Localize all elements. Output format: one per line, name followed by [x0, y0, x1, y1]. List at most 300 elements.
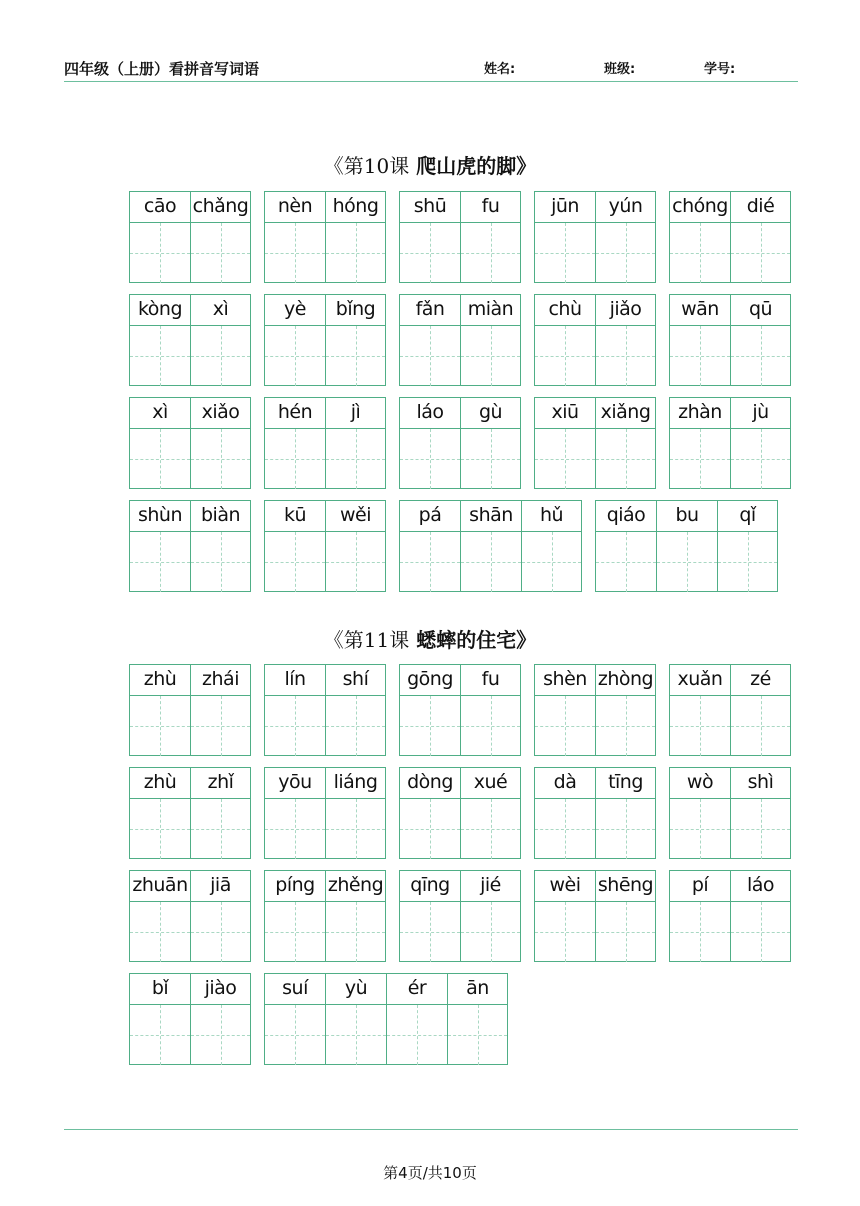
guide-line-horizontal: [265, 1035, 325, 1036]
guide-line-horizontal: [670, 253, 730, 254]
writing-box[interactable]: [596, 429, 655, 489]
character-cell[interactable]: [264, 973, 326, 1065]
guide-line-horizontal: [596, 829, 655, 830]
character-cell[interactable]: [325, 870, 386, 962]
character-cell[interactable]: [595, 191, 656, 283]
writing-box[interactable]: [731, 429, 790, 489]
pinyin-label: fu: [461, 192, 520, 223]
writing-box[interactable]: [130, 532, 190, 592]
writing-box[interactable]: [191, 1005, 250, 1065]
pinyin-label: yè: [265, 295, 325, 326]
word-group: [534, 870, 656, 962]
writing-box[interactable]: [400, 429, 460, 489]
character-cell[interactable]: [730, 664, 791, 756]
character-cell[interactable]: [595, 397, 656, 489]
character-cell[interactable]: [190, 664, 251, 756]
guide-line-horizontal: [191, 932, 250, 933]
writing-box[interactable]: [326, 326, 385, 386]
writing-box[interactable]: [130, 799, 190, 859]
character-cell[interactable]: [669, 870, 731, 962]
writing-box[interactable]: [535, 902, 595, 962]
character-cell[interactable]: [669, 767, 731, 859]
guide-line-horizontal: [400, 459, 460, 460]
worksheet-title: 四年级（上册）看拼音写词语: [64, 60, 260, 78]
character-cell[interactable]: [595, 500, 657, 592]
character-cell[interactable]: [656, 500, 718, 592]
writing-box[interactable]: [731, 696, 790, 756]
writing-box[interactable]: [400, 696, 460, 756]
pinyin-label: zhái: [191, 665, 250, 696]
character-cell[interactable]: [730, 767, 791, 859]
character-cell[interactable]: [534, 767, 596, 859]
writing-box[interactable]: [191, 902, 250, 962]
guide-line-horizontal: [130, 253, 190, 254]
writing-box[interactable]: [191, 696, 250, 756]
guide-line-horizontal: [130, 829, 190, 830]
guide-line-horizontal: [596, 459, 655, 460]
word-group: [669, 664, 791, 756]
lesson-10-number: 《第10课: [323, 154, 410, 178]
writing-box[interactable]: [731, 902, 790, 962]
word-group: [399, 870, 521, 962]
writing-box[interactable]: [130, 902, 190, 962]
guide-line-horizontal: [326, 1035, 386, 1036]
guide-line-horizontal: [670, 459, 730, 460]
pinyin-label: ān: [448, 974, 507, 1005]
word-group: [264, 191, 386, 283]
word-group: [534, 294, 656, 386]
writing-box[interactable]: [326, 429, 385, 489]
writing-box[interactable]: [326, 223, 385, 283]
guide-line-horizontal: [535, 253, 595, 254]
guide-line-horizontal: [448, 1035, 507, 1036]
pinyin-label: wò: [670, 768, 730, 799]
character-cell[interactable]: [190, 294, 251, 386]
header-divider: [64, 81, 798, 82]
guide-line-horizontal: [265, 726, 325, 727]
word-group: [399, 397, 521, 489]
character-cell[interactable]: [129, 500, 191, 592]
pinyin-label: jiā: [191, 871, 250, 902]
pinyin-label: qiáo: [596, 501, 656, 532]
writing-box[interactable]: [596, 223, 655, 283]
pinyin-label: jì: [326, 398, 385, 429]
guide-line-horizontal: [265, 356, 325, 357]
pinyin-label: wěi: [326, 501, 385, 532]
writing-box[interactable]: [387, 1005, 447, 1065]
writing-box[interactable]: [461, 799, 520, 859]
word-group: [534, 767, 656, 859]
pinyin-label: zhuān: [130, 871, 190, 902]
writing-box[interactable]: [731, 326, 790, 386]
lesson-10-title: [0, 150, 860, 179]
character-cell[interactable]: [264, 191, 326, 283]
character-cell[interactable]: [669, 191, 731, 283]
pinyin-label: zhù: [130, 665, 190, 696]
guide-line-horizontal: [461, 253, 520, 254]
guide-line-horizontal: [191, 1035, 250, 1036]
writing-box[interactable]: [191, 429, 250, 489]
lesson-10-name: 爬山虎的脚》: [416, 154, 537, 178]
character-cell[interactable]: [129, 973, 191, 1065]
page-header: [64, 58, 798, 80]
writing-box[interactable]: [191, 532, 250, 592]
guide-line-horizontal: [731, 459, 790, 460]
writing-box[interactable]: [400, 326, 460, 386]
character-cell[interactable]: [730, 870, 791, 962]
word-group: [534, 191, 656, 283]
pinyin-label: shùn: [130, 501, 190, 532]
guide-line-horizontal: [191, 829, 250, 830]
character-cell[interactable]: [399, 767, 461, 859]
character-cell[interactable]: [460, 500, 522, 592]
character-cell[interactable]: [460, 870, 521, 962]
character-cell[interactable]: [399, 191, 461, 283]
character-cell[interactable]: [534, 664, 596, 756]
writing-box[interactable]: [448, 1005, 507, 1065]
writing-box[interactable]: [265, 532, 325, 592]
writing-box[interactable]: [400, 223, 460, 283]
word-group: [264, 397, 386, 489]
pinyin-label: cāo: [130, 192, 190, 223]
word-group: [264, 870, 386, 962]
pinyin-label: shān: [461, 501, 521, 532]
pinyin-label: tīng: [596, 768, 655, 799]
lesson-11-title: [0, 624, 860, 653]
pinyin-label: wèi: [535, 871, 595, 902]
writing-box[interactable]: [670, 799, 730, 859]
pinyin-label: lín: [265, 665, 325, 696]
writing-box[interactable]: [265, 1005, 325, 1065]
guide-line-horizontal: [191, 726, 250, 727]
pinyin-label: láo: [400, 398, 460, 429]
guide-line-horizontal: [535, 356, 595, 357]
writing-box[interactable]: [265, 696, 325, 756]
guide-line-horizontal: [718, 562, 777, 563]
character-cell[interactable]: [399, 397, 461, 489]
writing-box[interactable]: [265, 902, 325, 962]
guide-line-horizontal: [461, 562, 521, 563]
guide-line-horizontal: [265, 829, 325, 830]
character-cell[interactable]: [264, 664, 326, 756]
word-group: [264, 767, 386, 859]
pinyin-label: qū: [731, 295, 790, 326]
writing-box[interactable]: [596, 799, 655, 859]
writing-box[interactable]: [130, 429, 190, 489]
writing-box[interactable]: [596, 696, 655, 756]
pinyin-label: yù: [326, 974, 386, 1005]
writing-box[interactable]: [596, 532, 656, 592]
writing-box[interactable]: [461, 326, 520, 386]
pinyin-label: jù: [731, 398, 790, 429]
writing-box[interactable]: [326, 532, 385, 592]
guide-line-horizontal: [596, 726, 655, 727]
pinyin-label: shū: [400, 192, 460, 223]
writing-box[interactable]: [326, 1005, 386, 1065]
character-cell[interactable]: [399, 294, 461, 386]
character-cell[interactable]: [325, 191, 386, 283]
character-cell[interactable]: [190, 191, 251, 283]
guide-line-horizontal: [265, 253, 325, 254]
word-group: [399, 767, 521, 859]
character-cell[interactable]: [595, 870, 656, 962]
writing-box[interactable]: [670, 326, 730, 386]
pinyin-label: shèn: [535, 665, 595, 696]
guide-line-horizontal: [191, 356, 250, 357]
character-cell[interactable]: [669, 664, 731, 756]
character-cell[interactable]: [325, 500, 386, 592]
character-cell[interactable]: [129, 294, 191, 386]
character-cell[interactable]: [386, 973, 448, 1065]
guide-line-horizontal: [400, 562, 460, 563]
guide-line-horizontal: [130, 562, 190, 563]
writing-box[interactable]: [718, 532, 777, 592]
writing-box[interactable]: [265, 326, 325, 386]
character-cell[interactable]: [325, 767, 386, 859]
writing-box[interactable]: [596, 902, 655, 962]
writing-box[interactable]: [535, 799, 595, 859]
guide-line-horizontal: [326, 726, 385, 727]
pinyin-label: dié: [731, 192, 790, 223]
pinyin-label: zhòng: [596, 665, 655, 696]
guide-line-horizontal: [400, 356, 460, 357]
character-cell[interactable]: [460, 767, 521, 859]
pinyin-label: bǐ: [130, 974, 190, 1005]
pinyin-label: zhěng: [326, 871, 385, 902]
character-cell[interactable]: [190, 500, 251, 592]
character-cell[interactable]: [129, 191, 191, 283]
guide-line-horizontal: [130, 356, 190, 357]
pinyin-label: xiǎo: [191, 398, 250, 429]
name-label: 姓名:: [484, 62, 516, 77]
character-cell[interactable]: [264, 870, 326, 962]
guide-line-horizontal: [731, 932, 790, 933]
writing-box[interactable]: [400, 799, 460, 859]
writing-box[interactable]: [461, 696, 520, 756]
character-cell[interactable]: [325, 294, 386, 386]
writing-box[interactable]: [670, 223, 730, 283]
pinyin-label: dòng: [400, 768, 460, 799]
word-group: [669, 870, 791, 962]
character-cell[interactable]: [534, 397, 596, 489]
writing-box[interactable]: [670, 696, 730, 756]
pinyin-label: shēng: [596, 871, 655, 902]
word-group: [399, 191, 521, 283]
writing-box[interactable]: [191, 799, 250, 859]
character-cell[interactable]: [264, 397, 326, 489]
character-cell[interactable]: [460, 294, 521, 386]
pinyin-label: jūn: [535, 192, 595, 223]
guide-line-horizontal: [731, 829, 790, 830]
pinyin-label: zhù: [130, 768, 190, 799]
guide-line-horizontal: [326, 253, 385, 254]
pinyin-label: xuǎn: [670, 665, 730, 696]
guide-line-horizontal: [400, 726, 460, 727]
guide-line-horizontal: [400, 253, 460, 254]
writing-box[interactable]: [596, 326, 655, 386]
guide-line-horizontal: [461, 726, 520, 727]
writing-box[interactable]: [461, 902, 520, 962]
writing-box[interactable]: [522, 532, 581, 592]
pinyin-label: gōng: [400, 665, 460, 696]
guide-line-horizontal: [265, 932, 325, 933]
pinyin-label: kū: [265, 501, 325, 532]
writing-box[interactable]: [400, 902, 460, 962]
pinyin-label: fǎn: [400, 295, 460, 326]
character-cell[interactable]: [595, 664, 656, 756]
guide-line-horizontal: [461, 932, 520, 933]
character-cell[interactable]: [129, 664, 191, 756]
writing-box[interactable]: [326, 696, 385, 756]
writing-box[interactable]: [461, 223, 520, 283]
pinyin-label: jiào: [191, 974, 250, 1005]
pinyin-label: qǐ: [718, 501, 777, 532]
pinyin-label: zé: [731, 665, 790, 696]
guide-line-horizontal: [670, 726, 730, 727]
word-group: [129, 870, 251, 962]
character-cell[interactable]: [190, 397, 251, 489]
writing-box[interactable]: [731, 799, 790, 859]
writing-box[interactable]: [130, 1005, 190, 1065]
word-group: [595, 500, 778, 592]
lesson-11-name: 蟋蟀的住宅》: [416, 628, 537, 652]
guide-line-horizontal: [535, 726, 595, 727]
footer-divider: [64, 1129, 798, 1130]
pinyin-label: shì: [731, 768, 790, 799]
word-group: [399, 294, 521, 386]
character-cell[interactable]: [129, 397, 191, 489]
guide-line-horizontal: [191, 253, 250, 254]
guide-line-horizontal: [265, 562, 325, 563]
writing-box[interactable]: [670, 902, 730, 962]
character-cell[interactable]: [325, 664, 386, 756]
pinyin-label: jié: [461, 871, 520, 902]
writing-box[interactable]: [130, 223, 190, 283]
writing-box[interactable]: [326, 902, 385, 962]
character-cell[interactable]: [730, 397, 791, 489]
pinyin-label: hǔ: [522, 501, 581, 532]
writing-box[interactable]: [191, 326, 250, 386]
writing-box[interactable]: [400, 532, 460, 592]
guide-line-horizontal: [400, 829, 460, 830]
word-group: [129, 664, 251, 756]
character-cell[interactable]: [730, 191, 791, 283]
pinyin-label: kòng: [130, 295, 190, 326]
character-cell[interactable]: [264, 767, 326, 859]
pinyin-label: zhàn: [670, 398, 730, 429]
guide-line-horizontal: [535, 932, 595, 933]
pinyin-label: chǎng: [191, 192, 250, 223]
character-cell[interactable]: [129, 767, 191, 859]
character-cell[interactable]: [190, 870, 251, 962]
guide-line-horizontal: [535, 829, 595, 830]
character-cell[interactable]: [460, 397, 521, 489]
character-cell[interactable]: [399, 870, 461, 962]
pinyin-label: suí: [265, 974, 325, 1005]
pinyin-label: pí: [670, 871, 730, 902]
character-cell[interactable]: [399, 664, 461, 756]
writing-box[interactable]: [535, 223, 595, 283]
guide-line-horizontal: [326, 562, 385, 563]
character-cell[interactable]: [730, 294, 791, 386]
word-group: [129, 397, 251, 489]
pinyin-label: wān: [670, 295, 730, 326]
guide-line-horizontal: [731, 356, 790, 357]
word-group: [399, 500, 582, 592]
guide-line-horizontal: [522, 562, 581, 563]
character-cell[interactable]: [595, 294, 656, 386]
pinyin-label: xì: [130, 398, 190, 429]
pinyin-label: xiū: [535, 398, 595, 429]
writing-box[interactable]: [130, 696, 190, 756]
character-cell[interactable]: [190, 973, 251, 1065]
pinyin-label: gù: [461, 398, 520, 429]
writing-box[interactable]: [657, 532, 717, 592]
character-cell[interactable]: [264, 294, 326, 386]
guide-line-horizontal: [461, 459, 520, 460]
guide-line-horizontal: [670, 356, 730, 357]
writing-box[interactable]: [191, 223, 250, 283]
word-group: [669, 767, 791, 859]
writing-box[interactable]: [461, 532, 521, 592]
character-cell[interactable]: [669, 294, 731, 386]
character-cell[interactable]: [129, 870, 191, 962]
character-cell[interactable]: [190, 767, 251, 859]
character-cell[interactable]: [447, 973, 508, 1065]
character-cell[interactable]: [264, 500, 326, 592]
pinyin-label: zhǐ: [191, 768, 250, 799]
writing-box[interactable]: [535, 696, 595, 756]
pinyin-label: bu: [657, 501, 717, 532]
pinyin-label: chù: [535, 295, 595, 326]
guide-line-horizontal: [596, 253, 655, 254]
character-cell[interactable]: [717, 500, 778, 592]
character-cell[interactable]: [669, 397, 731, 489]
guide-line-horizontal: [731, 253, 790, 254]
word-group: [264, 973, 508, 1065]
word-group: [399, 664, 521, 756]
character-cell[interactable]: [325, 397, 386, 489]
word-group: [534, 664, 656, 756]
character-cell[interactable]: [595, 767, 656, 859]
character-cell[interactable]: [399, 500, 461, 592]
word-group: [534, 397, 656, 489]
guide-line-horizontal: [130, 459, 190, 460]
writing-box[interactable]: [670, 429, 730, 489]
writing-box[interactable]: [265, 429, 325, 489]
writing-box[interactable]: [265, 223, 325, 283]
character-cell[interactable]: [460, 664, 521, 756]
pinyin-label: chóng: [670, 192, 730, 223]
character-cell[interactable]: [534, 870, 596, 962]
writing-box[interactable]: [326, 799, 385, 859]
character-cell[interactable]: [460, 191, 521, 283]
character-cell[interactable]: [534, 191, 596, 283]
writing-box[interactable]: [535, 429, 595, 489]
writing-box[interactable]: [461, 429, 520, 489]
character-cell[interactable]: [521, 500, 582, 592]
guide-line-horizontal: [657, 562, 717, 563]
character-cell[interactable]: [325, 973, 387, 1065]
writing-box[interactable]: [731, 223, 790, 283]
word-group: [669, 397, 791, 489]
character-cell[interactable]: [534, 294, 596, 386]
guide-line-horizontal: [130, 726, 190, 727]
writing-box[interactable]: [535, 326, 595, 386]
writing-box[interactable]: [265, 799, 325, 859]
writing-box[interactable]: [130, 326, 190, 386]
word-group: [669, 191, 791, 283]
